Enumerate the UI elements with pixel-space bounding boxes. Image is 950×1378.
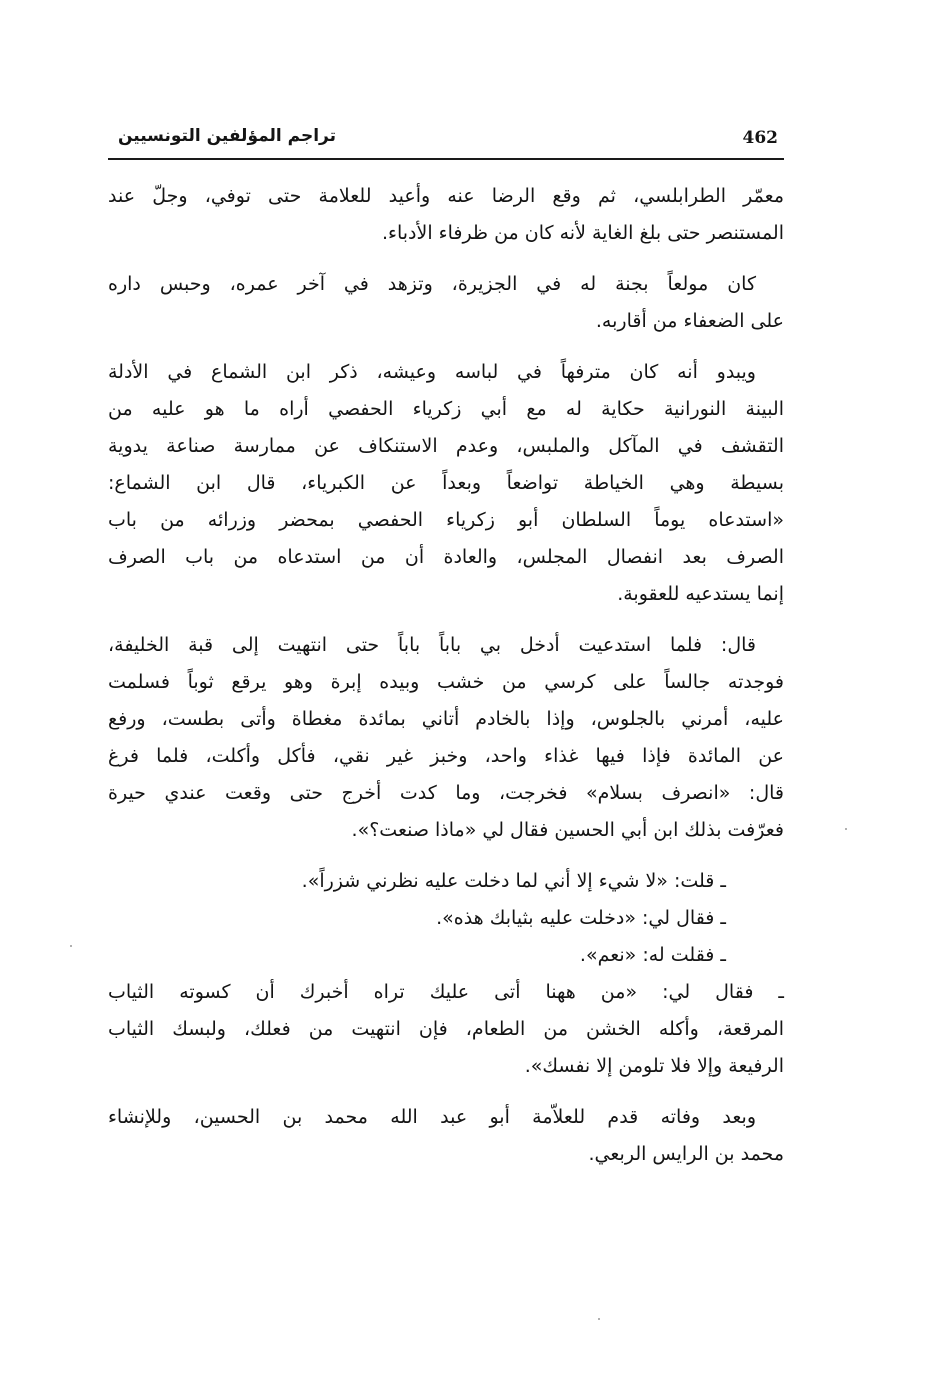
dialogue-block	[108, 863, 784, 974]
text-line: البينة النورانية حكاية له مع أبي زكرياء الحفصي أراه ما هو عليه من	[108, 398, 784, 420]
text-line: قال: فلما استدعيت أدخل بي باباً باباً حتى انتهيت إلى قبة الخليفة،	[108, 634, 756, 656]
text-line: المرقعة، وأكله الخشن من الطعام، فإن انتهيت من فعلك، ولبسك الثياب	[108, 1018, 784, 1040]
text-line: ويبدو أنه كان مترفهاً في لباسه وعيشه، ذكر ابن الشماع في الأدلة	[108, 361, 756, 383]
scan-speck	[70, 945, 72, 947]
text-line: «استدعاه يوماً السلطان أبو زكرياء الحفصي بمحضر وزرائه من باب	[108, 509, 784, 531]
text-line: فعرّفت بذلك ابن أبي الحسين فقال لي «ماذا صنعت؟».	[351, 819, 784, 841]
scan-speck	[598, 1318, 600, 1320]
paragraph-4	[108, 627, 784, 849]
body-text	[108, 178, 784, 1187]
paragraph-1	[108, 178, 784, 252]
dialogue-long	[108, 974, 784, 1085]
dialogue-line: ـ قلت: «لا شيء إلا أني لما دخلت عليه نظرني شزراً».	[301, 870, 726, 892]
page-header	[108, 124, 784, 160]
paragraph-2	[108, 266, 784, 340]
paragraph-3	[108, 354, 784, 613]
text-line: التقشف في المآكل والملبس، وعدم الاستنكاف عن ممارسة صناعة يدوية	[108, 435, 784, 457]
text-line: عليه، أمرني بالجلوس، وإذا بالخادم أتاني بمائدة مغطاة وأتى بطست، ورفع	[108, 708, 784, 730]
text-line: وبعد وفاته قدم للعلاّمة أبو عبد الله محمد بن الحسين، وللإنشاء	[108, 1106, 756, 1128]
page-number: 462	[742, 128, 778, 148]
dialogue-line: ـ فقال لي: «من ههنا أتى عليك تراه أخبرك أن كسوته الثياب	[108, 981, 784, 1003]
text-line: المستنصر حتى بلغ الغاية لأنه كان من ظرفاء الأدباء.	[381, 222, 784, 244]
text-line: إنما يستدعيه للعقوبة.	[617, 583, 784, 605]
dialogue-line: ـ فقال لي: «دخلت عليه بثيابك هذه».	[436, 907, 726, 929]
scan-speck	[845, 828, 847, 830]
text-line: على الضعفاء من أقاربه.	[595, 310, 784, 332]
text-line: الصرف بعد انفصال المجلس، والعادة أن من استدعاه من باب الصرف	[108, 546, 784, 568]
text-line: قال: «انصرف بسلام» فخرجت، وما كدت أخرج حتى وقعت عندي حيرة	[108, 782, 784, 804]
closing-paragraph	[108, 1099, 784, 1173]
text-line: كان مولعاً بجنة له في الجزيرة، وتزهد في آخر عمره، وحبس داره	[108, 273, 756, 295]
text-line: فوجدته جالساً على كرسي من خشب وبيده إبرة وهو يرقع ثوباً فسلمت	[108, 671, 784, 693]
text-line: عن المائدة فإذا فيها غذاء واحد، وخبز غير نقي، فأكل وأكلت، فلما فرغ	[108, 745, 784, 767]
text-line: الرفيعة وإلا فلا تلومن إلا نفسك».	[524, 1055, 784, 1077]
text-line: معمّر الطرابلسي، ثم وقع الرضا عنه وأعيد للعلامة حتى توفي، وجلّ عند	[108, 185, 784, 207]
running-title: تراجم المؤلفين التونسيين	[118, 126, 336, 146]
text-line: محمد بن الرايس الربعي.	[588, 1143, 784, 1165]
text-line: بسيطة وهي الخياطة تواضعاً وبعداً عن الكبرياء، قال ابن الشماع:	[108, 472, 784, 494]
dialogue-line: ـ فقلت له: «نعم».	[579, 944, 726, 966]
